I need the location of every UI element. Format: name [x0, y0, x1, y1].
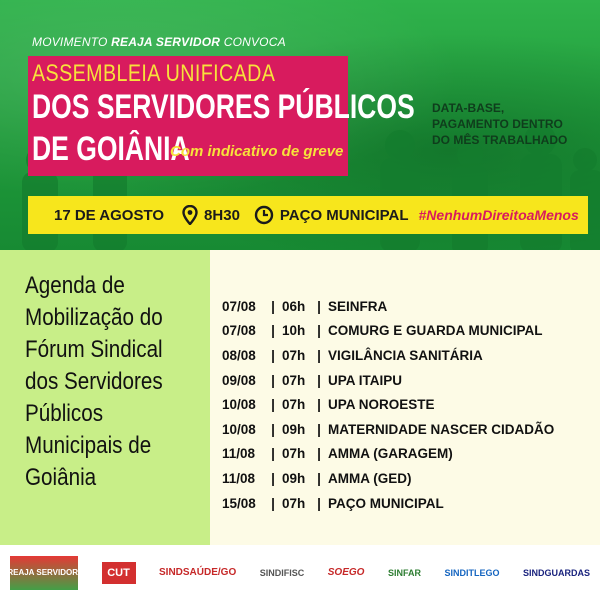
- agenda-title-panel: [0, 250, 210, 545]
- schedule-hour: 07h: [282, 372, 306, 388]
- title-line-2: DOS SERVIDORES PÚBLICOS: [32, 88, 415, 126]
- schedule-date: 08/08: [222, 347, 256, 363]
- side-note-line-3: DO MÊS TRABALHADO: [432, 133, 568, 147]
- side-note-line-1: DATA-BASE,: [432, 101, 505, 115]
- schedule-separator: |: [317, 372, 321, 388]
- side-note: [432, 100, 572, 148]
- logo-soego-text: SOEGO: [327, 567, 365, 578]
- tagline: [32, 35, 286, 49]
- schedule-hour: 07h: [282, 495, 306, 511]
- schedule-date: 15/08: [222, 495, 256, 511]
- logo-reaja-servidor: [7, 556, 81, 590]
- logo-sinfar-text: SINFAR: [387, 567, 421, 578]
- schedule-list: [222, 294, 554, 515]
- schedule-date: 10/08: [222, 397, 256, 413]
- schedule-date: 10/08: [222, 421, 256, 437]
- logo-cut-text: CUT: [107, 566, 130, 579]
- logo-sinfar: [388, 568, 421, 578]
- schedule-separator: |: [317, 323, 321, 339]
- hashtag: #NenhumDireitoaMenos: [418, 207, 579, 223]
- title-subtitle: Com indicativo de greve: [170, 143, 344, 160]
- logo-sindguardas: [523, 568, 590, 578]
- schedule-place: AMMA (GARAGEM): [328, 446, 453, 462]
- schedule-row: [222, 442, 554, 467]
- schedule-place: AMMA (GED): [328, 470, 412, 486]
- event-date: 17 DE AGOSTO: [54, 206, 165, 224]
- schedule-separator: |: [271, 298, 275, 314]
- side-note-line-2: PAGAMENTO DENTRO: [432, 117, 563, 131]
- footer-logos: [0, 545, 600, 600]
- schedule-row: [222, 491, 554, 516]
- schedule-separator: |: [271, 323, 275, 339]
- schedule-separator: |: [271, 372, 275, 388]
- logo-sindsaude: [159, 567, 236, 578]
- logo-soego: [328, 567, 365, 578]
- logo-sindifisc: [260, 568, 305, 578]
- hero-banner: [0, 0, 600, 250]
- logo-sinditlego: [444, 568, 499, 578]
- schedule-separator: |: [271, 421, 275, 437]
- schedule-place: UPA NOROESTE: [328, 397, 435, 413]
- schedule-hour: 09h: [282, 470, 306, 486]
- event-place: [254, 205, 409, 225]
- tagline-prefix: MOVIMENTO: [32, 35, 112, 49]
- schedule-separator: |: [317, 470, 321, 486]
- agenda-title: Agenda de Mobilização do Fórum Sindical dos Servidores Públicos Municipais de Goiânia: [25, 272, 163, 491]
- schedule-separator: |: [317, 397, 321, 413]
- clock-icon: [254, 205, 274, 225]
- location-pin-icon: [182, 205, 198, 225]
- tagline-movement-name: REAJA SERVIDOR: [111, 35, 221, 49]
- schedule-row: [222, 343, 554, 368]
- schedule-separator: |: [271, 397, 275, 413]
- schedule-separator: |: [271, 446, 275, 462]
- schedule-separator: |: [317, 421, 321, 437]
- schedule-row: [222, 368, 554, 393]
- schedule-place: VIGILÂNCIA SANITÁRIA: [328, 347, 483, 363]
- schedule-separator: |: [271, 347, 275, 363]
- schedule-hour: 09h: [282, 421, 306, 437]
- schedule-separator: |: [317, 446, 321, 462]
- logo-cut: [102, 562, 136, 584]
- schedule-hour: 06h: [282, 298, 306, 314]
- event-place-text: PAÇO MUNICIPAL: [279, 206, 409, 224]
- logo-sinditlego-text: SINDITLEGO: [444, 567, 500, 578]
- schedule-place: COMURG E GUARDA MUNICIPAL: [328, 323, 543, 339]
- schedule-hour: 10h: [282, 323, 306, 339]
- schedule-date: 09/08: [222, 372, 256, 388]
- logo-reaja-servidor-text: REAJA SERVIDOR!: [7, 568, 81, 577]
- event-time-text: 8H30: [204, 206, 240, 224]
- schedule-date: 11/08: [222, 470, 256, 486]
- schedule-row: [222, 417, 554, 442]
- schedule-separator: |: [317, 347, 321, 363]
- event-time: [182, 205, 240, 225]
- schedule-place: PAÇO MUNICIPAL: [328, 495, 444, 511]
- schedule-place: UPA ITAIPU: [328, 372, 402, 388]
- schedule-separator: |: [271, 470, 275, 486]
- schedule-place: MATERNIDADE NASCER CIDADÃO: [328, 421, 555, 437]
- schedule-row: [222, 294, 554, 319]
- title-line-3: DE GOIÂNIA: [32, 130, 190, 168]
- schedule-hour: 07h: [282, 397, 306, 413]
- schedule-row: [222, 466, 554, 491]
- event-info-banner: [28, 196, 588, 234]
- schedule-separator: |: [317, 298, 321, 314]
- schedule-date: 07/08: [222, 323, 256, 339]
- schedule-row: [222, 392, 554, 417]
- logo-sindguardas-text: SINDGUARDAS: [522, 567, 590, 578]
- schedule-date: 11/08: [222, 446, 256, 462]
- title-line-1: ASSEMBLEIA UNIFICADA: [32, 60, 276, 87]
- schedule-separator: |: [317, 495, 321, 511]
- schedule-hour: 07h: [282, 347, 306, 363]
- schedule-place: SEINFRA: [328, 298, 388, 314]
- logo-sindsaude-text: SINDSAÚDE/GO: [159, 567, 237, 578]
- schedule-date: 07/08: [222, 298, 256, 314]
- tagline-suffix: CONVOCA: [220, 35, 286, 49]
- logo-sindifisc-text: SINDIFISC: [259, 567, 305, 578]
- schedule-row: [222, 319, 554, 344]
- schedule-separator: |: [271, 495, 275, 511]
- schedule-hour: 07h: [282, 446, 306, 462]
